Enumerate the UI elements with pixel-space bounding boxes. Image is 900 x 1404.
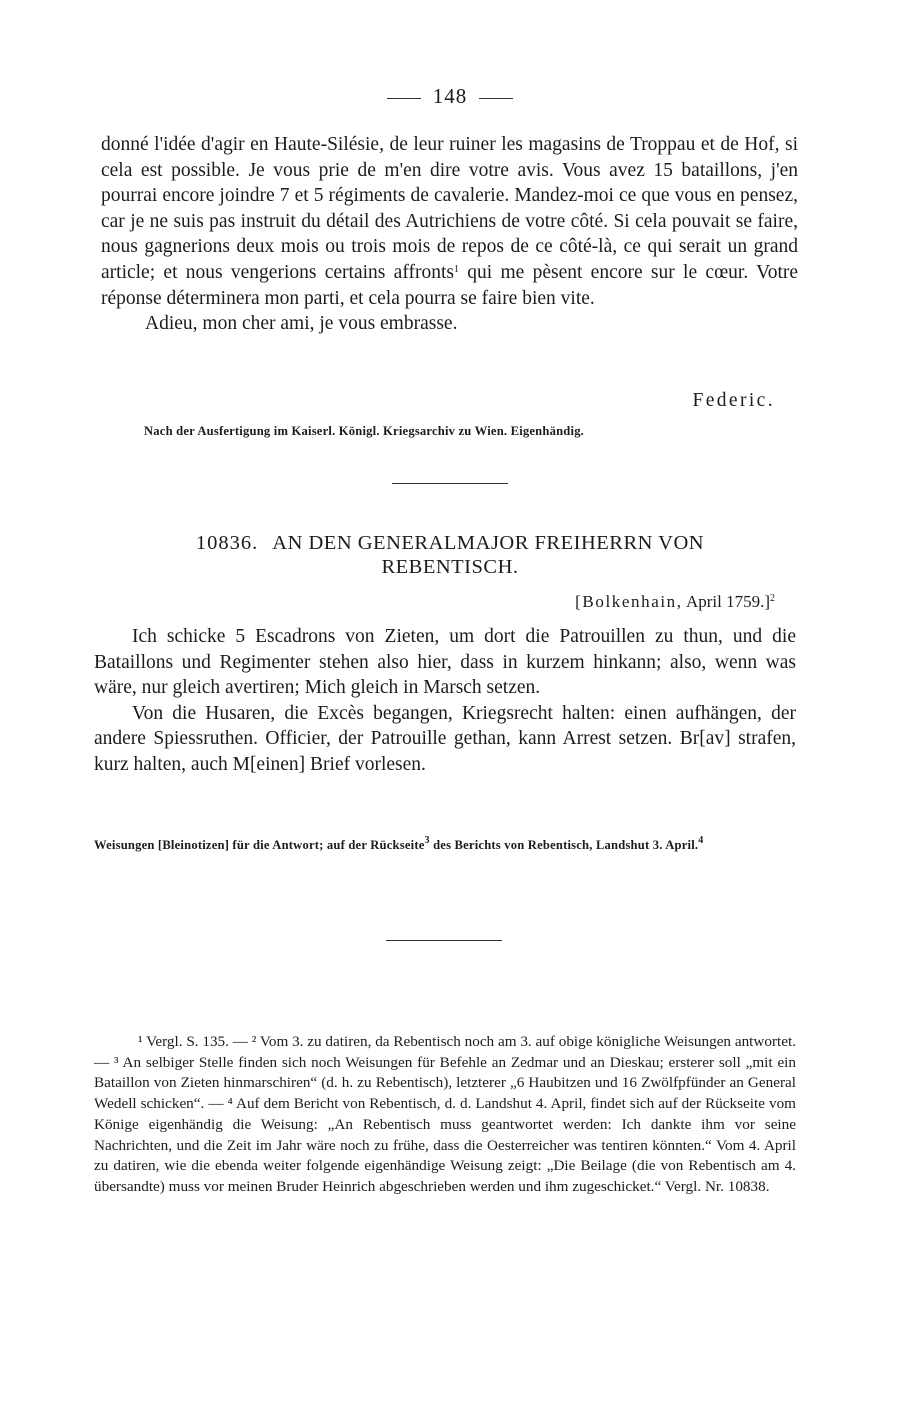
section-divider-1 <box>392 483 508 484</box>
letter-closing: Adieu, mon cher ami, je vous embrasse. <box>145 313 458 335</box>
document-title <box>0 531 900 579</box>
title-line-2: REBENTISCH. <box>381 556 519 578</box>
footnotes-text: ¹ Vergl. S. 135. — ² Vom 3. zu datiren, da Rebentisch noch am 3. auf obige königliche Weisungen antwortet. — ³ An selbiger Stelle finden sich noch Weisungen für Befehle an Zedmar und an Dieskau; ersterer soll „mit ein Bataillon von Zieten hinmarschiren“ (d. h. zu Rebentisch), letzterer „6 Haubitzen und 16 Zwölfpfünder an General Wedell schicken“. — ⁴ Auf dem Bericht von Rebentisch, d. d. Landshut 4. April, findet sich auf der Rückseite vom Könige eigenhändig die Weisung: „An Rebentisch muss geantwortet werden: Ich dankte ihm vor seine Nachrichten, und die Zeit im Jahr wäre noch zu frühe, dass die Oesterreicher was tentiren könnten.“ Vom 4. April zu datiren, wie die ebenda weiter folgende eigenhändige Weisung zeigt: „Die Beilage (die von Rebentisch am 4. übersandte) muss vor meinen Bruder Heinrich abgeschrieben werden und ihm zugeschicket.“ Vergl. Nr. 10838. <box>94 1033 796 1195</box>
letter-body-end: qui me pèsent encore sur le cœur. Votre réponse déterminera mon parti, et cela pourra se faire bien vite. <box>101 261 799 309</box>
section-divider-2 <box>386 940 502 941</box>
german-paragraph-2: Von die Husaren, die Excès begangen, Kriegsrecht halten: einen aufhängen, der andere Spiessruthen. Officier, der Patrouille gethan, kann Arrest setzen. Br[av] strafen, kurz halten, auch M[einen] Brief vorlesen. <box>94 702 796 775</box>
letter-body: donné l'idée d'agir en Haute-Silésie, de leur ruiner les magasins de Troppau et de Hof, si cela est possible. Je vous prie de m'en dire votre avis. Vous avez 15 bataillons, j'en pourrai encore joindre 7 et 5 régiments de cavalerie. Mandez-moi ce que vous en pensez, car je ne suis pas instruit du détail des Autrichiens de votre côté. Si cela pouvait se faire, nous gagnerions deux mois ou trois mois de repos de ce côté-là, ce qui serait un grand article; et nous vengerions certains affronts <box>101 134 798 283</box>
footnote-mark-4: 4 <box>698 835 704 846</box>
french-letter-text <box>101 132 798 337</box>
german-paragraph-1: Ich schicke 5 Escadrons von Zieten, um dort die Patrouillen zu thun, und die Bataillons und Regimenter stehen also hier, dass in kurzem hinkann; also, wenn was wäre, nur gleich avertiren; Mich gleich in Marsch setzen. <box>94 626 796 699</box>
document-number: 10836. <box>195 532 259 554</box>
date: April 1759.] <box>685 592 770 611</box>
footnotes <box>94 1032 796 1198</box>
footnote-mark-1: 1 <box>453 263 459 275</box>
source-note: Nach der Ausfertigung im Kaiserl. Königl. Kriegsarchiv zu Wien. Eigenhändig. <box>144 424 585 438</box>
note-part-2: des Berichts von Rebentisch, Landshut 3. April. <box>433 838 699 852</box>
note-part-1: Weisungen [Bleinotizen] für die Antwort; auf der Rückseite <box>94 838 425 852</box>
footnote-mark-2: 2 <box>770 593 775 604</box>
instructions-note <box>94 836 796 854</box>
signature: Federic. <box>692 390 775 411</box>
title-line-1: AN DEN GENERALMAJOR FREIHERRN VON <box>272 532 705 554</box>
german-letter-text <box>94 624 796 778</box>
page-number: 148 <box>432 84 468 108</box>
footnote-mark-3: 3 <box>424 835 430 846</box>
header-dash-left <box>387 98 421 99</box>
place: [Bolkenhain, <box>575 592 683 611</box>
page-header <box>0 84 900 109</box>
header-dash-right <box>479 98 513 99</box>
place-date <box>575 592 775 612</box>
